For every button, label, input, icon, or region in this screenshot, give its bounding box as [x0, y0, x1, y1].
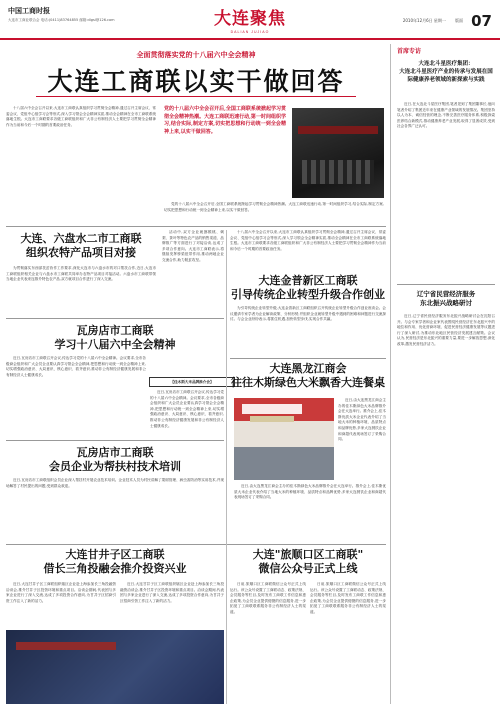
divider	[397, 284, 495, 285]
lead-divider	[36, 96, 356, 97]
article-body-jinpu: 为引导传统企业转型升级,大连金普新区工商联组织召开传统企业转型升级合作创业座谈会。会议邀请专家学者为企业解读政策、分析形势,并组织企业就转型升级中遇到的困难和问题进行交流探讨。与会企业纷纷表示,将抓住机遇,加快转型步伐,实现合作共赢。	[230, 306, 386, 322]
article-body-liupanshui-2: 活动中,双方企业就猕猴桃、刺梨、茶叶等特色农产品的销售渠道、品牌推广等方面进行了对接洽谈,达成了多项合作意向。大连市工商联表示,将继续发挥桥梁纽带作用,推动两地企业交流合作,助力脱贫攻坚。	[162, 230, 224, 262]
article-title-liupanshui: 大连、六盘水二市工商联 组织农特产品项目对接	[20, 232, 142, 259]
divider	[6, 544, 386, 545]
photo-sign-2	[250, 416, 294, 422]
lead-body: 十八届六中全会召开以来,大连市工商联认真组织学习贯彻全会精神,通过召开主席会议、常委会议、党组中心组学习会等形式,深入学习领会全会精神实质,推动全会精神在全市工商联系统落地生根。大连市工商联要求各级工商联组织和广大非公有制经济人士要把学习贯彻全会精神作为当前和今后一个时期的首要政治任务。	[6, 106, 156, 127]
article-title-jinpu: 大连金普新区工商联 引导传统企业转型升级合作创业	[231, 274, 385, 301]
article-body-heilongjiang: 近日,由大连黑龙江商会主办的佳木斯绿色大米品牌推介会在大连举行。推介会上,佳木斯优质大米企业代表介绍了当地大米的种植环境、品质特点和品牌优势,多家大连餐饮企业和商超代表现场签订了采购合同。	[338, 398, 386, 442]
photo-sign	[242, 404, 302, 414]
lead-headline: 大连工商联以实干做回答	[47, 67, 345, 96]
lead-kicker: 全面贯彻落实党的十八届六中全会精神	[136, 50, 256, 59]
sidebar-body-1: 近日,在大连北斗星医疗集团,笔者见到了集团董事长,他向笔者介绍了集团近年来在健康产业领域的发展情况。集团坚持以人为本、诚信经营的理念,不断完善医疗服务体系,积极探索医养结合新模式,推动健康养老产业发展,取得了显著成效,受到社会各界广泛认可。	[397, 102, 495, 129]
article-title-wafangdian-training: 瓦房店市工商联 会员企业为帮扶村技术培训	[49, 446, 181, 473]
section-logo-en: DALIAN JUJIAO	[230, 30, 270, 34]
article-body-wafangdian-study-2: 近日,瓦房店市工商联召开会议,传达学习党的十八届六中全会精神。会议要求,全市各级商会组织和广大会员企业要认真学习领会全会精神,把思想和行动统一到全会精神上来,切实增强政治意识、大局意识、核心意识、看齐意识,推动非公有制经济健康发展和非公有制经济人士健康成长。	[150, 390, 224, 428]
main-news-area	[6, 44, 386, 704]
lead-photo	[292, 108, 384, 198]
photo-caption-box: 【佳木斯大米品牌推介会】	[149, 377, 235, 387]
masthead-meta: 大连市工商业联合会 电话:(0411)83764855 邮箱:dlgsl@126.com	[8, 18, 115, 22]
article-title-heilongjiang: 大连黑龙江商会 往往木斯绿色大米飘香大连餐桌	[231, 362, 385, 389]
masthead-right	[403, 10, 492, 30]
sidebar-body-2: 近日,辽宁省民营经济服务东北振兴战略研讨会在沈阳召开。与会专家学者和企业家代表围绕民营经济在东北振兴中的地位和作用、优化营商环境、促进民营经济健康发展等议题进行了深入研讨,为推动东北地区民营经济发展建言献策。会议认为,民营经济是东北振兴的重要力量,要进一步解放思想,深化改革,激发民营经济活力。	[397, 314, 495, 346]
lead-body-cont	[164, 202, 384, 224]
sidebar-title-2: 辽宁省民营经济服务 东北振兴战略研讨	[416, 290, 476, 307]
photo-rice-promotion	[234, 398, 334, 480]
section-logo	[205, 4, 295, 34]
article-body-heilongjiang-2: 近日,由大连黑龙江商会主办的佳木斯绿色大米品牌推介会在大连举行。推介会上,佳木斯优质大米企业代表介绍了当地大米的种植环境、品质特点和品牌优势,多家大连餐饮企业和商超代表现场签订了采购合同。	[234, 484, 386, 500]
article-title-lushunkou: 大连"旅顺口区工商联" 微信公众号正式上线	[252, 548, 364, 575]
article-title-ganjingzi: 大连甘井子区工商联 借长三角投融会推介投资兴业	[43, 548, 187, 575]
lead-body-continued: 党的十八届六中全会召开后,全国工商联系统掀起学习贯彻全会精神热潮。大连工商联迅速行动,第一时间组织学习,结合实际,制定方案,切实把思想和行动统一到全会精神上来,以实干做回答。	[164, 202, 384, 212]
masthead-left	[8, 6, 178, 23]
divider	[6, 440, 224, 441]
issue-date: 2010年12月6日 星期一	[402, 17, 446, 23]
article-title-wafangdian-study: 瓦房店市工商联 学习十八届六中全会精神	[54, 324, 176, 351]
article-body-liupanshui: 为贯彻落实东西部扶贫协作工作要求,深化大连市与六盘水市的对口帮扶合作,近日,大连市工商联组织相关企业与六盘水市工商联共同举办农特产品项目对接活动。六盘水市工商联带领当地企业代表来连推介特色农产品,双方就项目合作进行了深入交流。	[6, 266, 156, 282]
section-logo-cn: 大连聚焦	[214, 9, 286, 29]
article-body-ganjingzi: 近日,大连甘井子区工商联组织辖区企业赴上海参加长三角投融资洽谈会,推介甘井子区投资环境和重点项目。洽谈会期间,代表团与多家企业进行了深入交流,达成了多项投资合作意向,为甘井子区招商引资工作注入了新的活力。	[6, 582, 116, 603]
photo-investment-forum	[6, 630, 224, 704]
article-body-ganjingzi-2: 近日,大连甘井子区工商联组织辖区企业赴上海参加长三角投融资洽谈会,推介甘井子区投资环境和重点项目。洽谈会期间,代表团与多家企业进行了深入交流,达成了多项投资合作意向,为甘井子区招商引资工作注入了新的活力。	[120, 582, 224, 603]
divider	[6, 318, 224, 319]
article-body-wafangdian-training: 近日,瓦房店市工商联组织会员企业深入帮扶村开展农业技术培训。企业技术人员为村民讲解了果树管理、病虫害防治等实用技术,并现场解答了村民提出的问题,受到群众欢迎。	[6, 478, 224, 488]
masthead	[0, 0, 500, 40]
article-body-wafangdian-study: 近日,瓦房店市工商联召开会议,传达学习党的十八届六中全会精神。会议要求,全市各级商会组织和广大会员企业要认真学习领会全会精神,把思想和行动统一到全会精神上来,切实增强政治意识、大局意识、核心意识、看齐意识,推动非公有制经济健康发展和非公有制经济人士健康成长。	[6, 356, 146, 377]
sidebar-column	[390, 44, 496, 704]
lead-body-left	[6, 106, 156, 198]
page-number: 07	[471, 11, 492, 30]
divider	[6, 226, 386, 227]
lead-deck: 党的十八届六中全会召开后,全国工商联系统掀起学习贯彻全会精神热潮。大连工商联迅速行动,第一时间组织学习,结合实际,制定方案,切实把思想和行动统一到全会精神上来,以实干做回答。	[164, 106, 286, 135]
article-body-lushunkou: 日前,旅顺口区工商联微信公众号正式上线运行。该公众号设置了工商联动态、政策法规、会员服务等栏目,及时发布工商联工作信息和惠企政策,为会员企业提供便捷的信息服务,进一步拓宽了工商联联系服务非公有制经济人士的渠道。	[230, 582, 306, 614]
paper-name: 中国工商时报	[8, 7, 50, 15]
photo-banner	[16, 642, 116, 650]
sidebar-title-1: 大连北斗星医疗集团： 大连北斗星医疗产业的传承与发展在国际健康养老领域的新探索与实践	[399, 61, 493, 83]
article-body-lushunkou-2: 日前,旅顺口区工商联微信公众号正式上线运行。该公众号设置了工商联动态、政策法规、会员服务等栏目,及时发布工商联工作信息和惠企政策,为会员企业提供便捷的信息服务,进一步拓宽了工商联联系服务非公有制经济人士的渠道。	[310, 582, 386, 614]
page-label: 版面	[455, 17, 464, 23]
divider	[230, 358, 386, 359]
sidebar-section-label: 首席专访	[397, 48, 422, 55]
article-body-jinpu-top: 十八届六中全会召开以来,大连市工商联认真组织学习贯彻全会精神,通过召开主席会议、常委会议、党组中心组学习会等形式,深入学习领会全会精神实质,推动全会精神在全市工商联系统落地生根。大连市工商联要求各级工商联组织和广大非公有制经济人士要把学习贯彻全会精神作为当前和今后一个时期的首要政治任务。	[230, 230, 386, 251]
column-divider	[226, 230, 227, 704]
